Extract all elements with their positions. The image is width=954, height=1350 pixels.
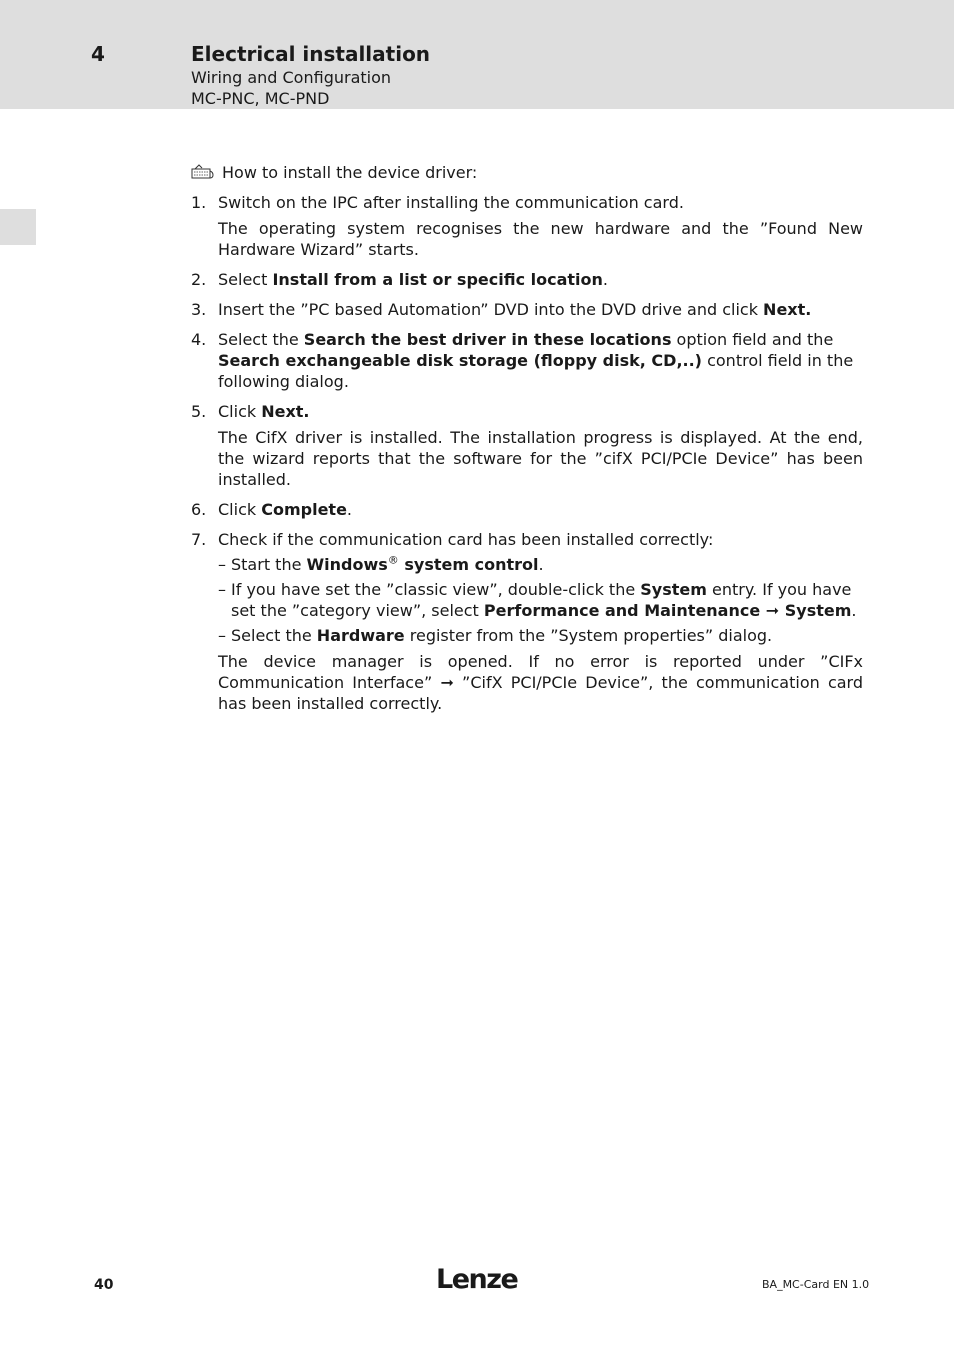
step-number: 2.	[191, 270, 207, 289]
step-note: The operating system recognises the new hardware and the ”Found New Hardware Wizard” starts.	[218, 219, 863, 259]
step-text: Click Next.	[218, 402, 310, 421]
step-text: Check if the communication card has been installed correctly:	[218, 530, 714, 549]
lenze-logo: Lenze	[436, 1264, 518, 1295]
instruction-body	[191, 162, 863, 723]
step-note: The device manager is opened. If no error is reported under ”CIFx Communication Interface” ➞ ”CifX PCI/PCIe Device”, the communication card has been installed correctly.	[218, 652, 864, 713]
chapter-number: 4	[91, 42, 105, 66]
intro-text: How to install the device driver:	[222, 163, 478, 182]
document-id: BA_MC-Card EN 1.0	[762, 1278, 870, 1291]
step-number: 3.	[191, 300, 207, 319]
step-text: Select the Search the best driver in these locations option field and the Search exchangeable disk storage (floppy disk, CD,..) control field in the following dialog.	[218, 330, 854, 391]
sub-step-3: – Select the Hardware register from the ”System properties” dialog.	[218, 626, 773, 645]
step-number: 6.	[191, 500, 207, 519]
keyboard-hand-icon	[191, 164, 215, 185]
step-note: The CifX driver is installed. The installation progress is displayed. At the end, the wizard reports that the software for the ”cifX PCI/PCIe Device” has been installed.	[218, 428, 863, 489]
step-text: Select Install from a list or specific location.	[218, 270, 608, 289]
arrow-right-icon: ➞	[760, 601, 785, 620]
step-number: 5.	[191, 402, 207, 421]
sub-step-1: – Start the Windows® system control.	[218, 553, 544, 574]
step-5	[191, 401, 863, 490]
step-number: 1.	[191, 193, 207, 212]
step-7	[191, 529, 863, 714]
sub-step-2: – If you have set the ”classic view”, double-click the System entry. If you have set the ”category view”, select Performance and Maintenance ➞ System.	[218, 580, 857, 620]
step-text: Click Complete.	[218, 500, 353, 519]
step-1	[191, 192, 863, 260]
arrow-right-icon: ➞	[440, 673, 454, 692]
intro-line	[191, 162, 863, 183]
step-number: 4.	[191, 330, 207, 349]
section-subtitle: Wiring and Configuration	[191, 68, 392, 87]
chapter-title: Electrical installation	[191, 42, 431, 66]
step-number: 7.	[191, 530, 207, 549]
step-6	[191, 499, 863, 520]
step-text: Switch on the IPC after installing the communication card.	[218, 193, 684, 212]
page-number: 40	[94, 1277, 114, 1293]
product-subtitle: MC-PNC, MC-PND	[191, 89, 330, 108]
step-text: Insert the ”PC based Automation” DVD into the DVD drive and click Next.	[218, 300, 812, 319]
step-2	[191, 269, 863, 290]
step-4	[191, 329, 863, 392]
step-3	[191, 299, 863, 320]
chapter-side-tab	[0, 209, 36, 245]
chapter-header-band	[0, 0, 954, 109]
